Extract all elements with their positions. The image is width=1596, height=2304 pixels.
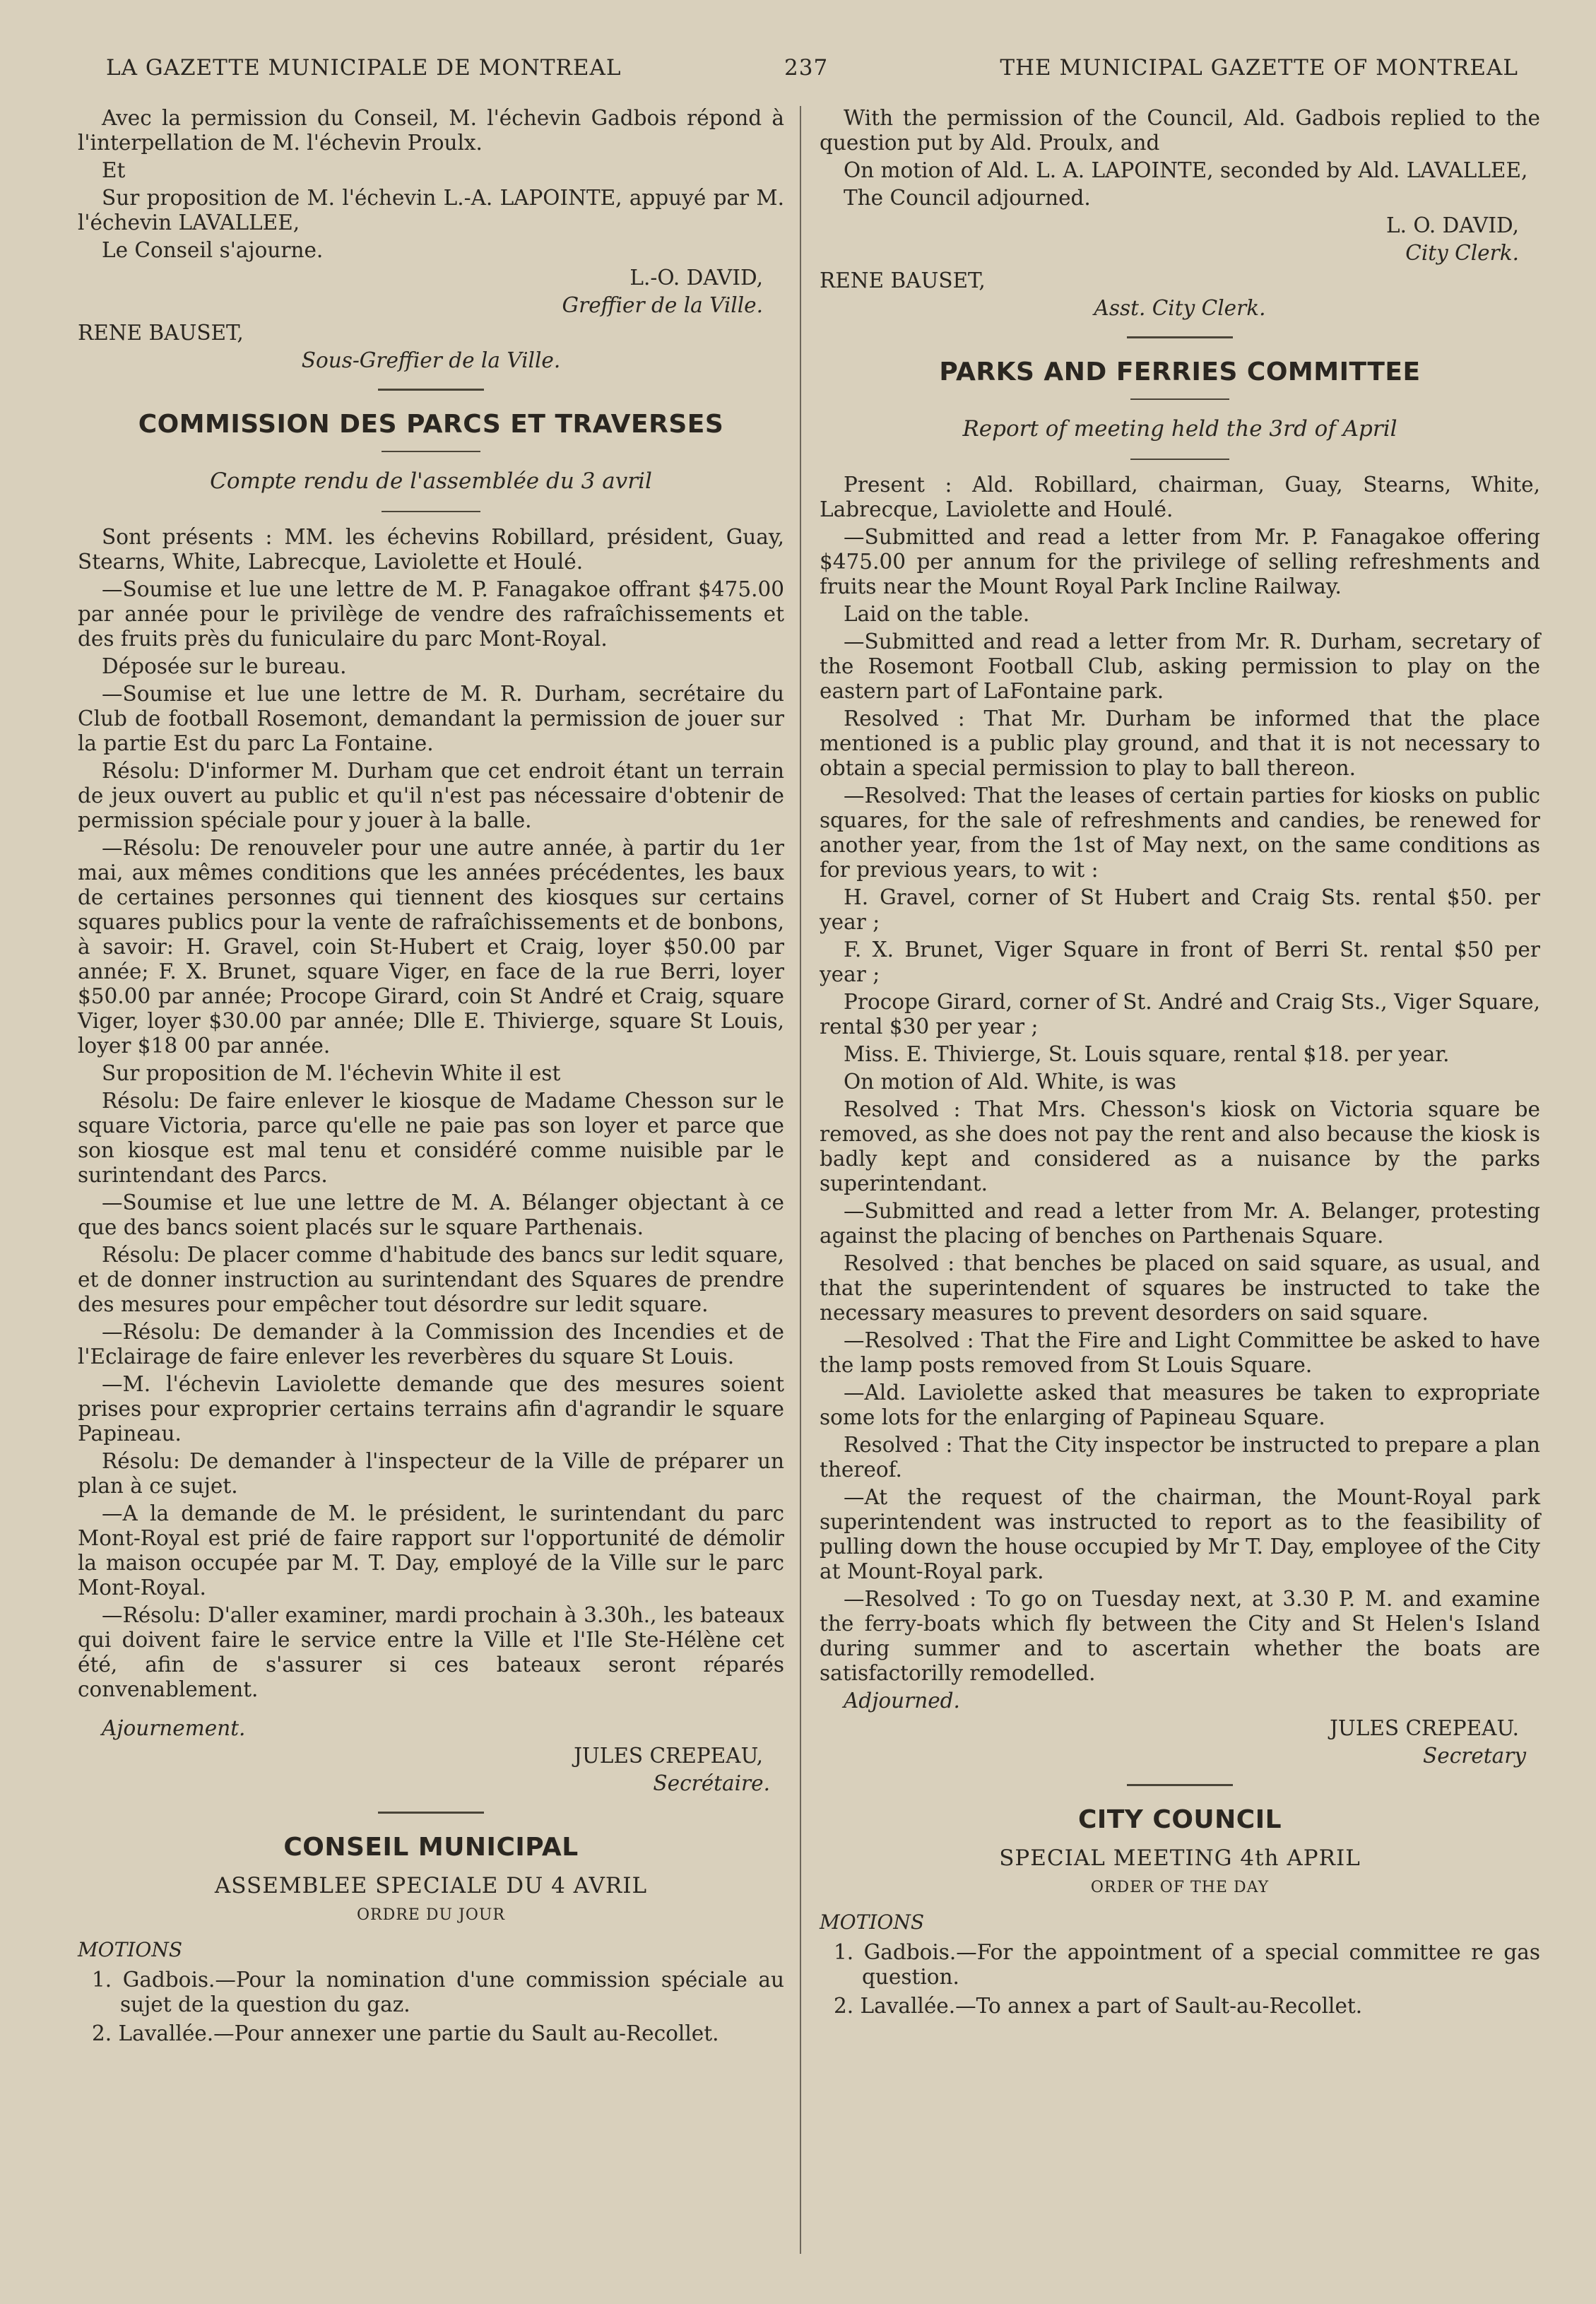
running-head [0, 55, 1596, 90]
paragraph: Miss. E. Thivierge, St. Louis square, rental $18. per year. [844, 1042, 1450, 1066]
section-rule [1127, 1784, 1233, 1786]
signature-name: RENE BAUSET, [820, 268, 986, 293]
paragraph: —Submitted and read a letter from Mr. P. Fanagakoe offering $475.00 per annum for the privilege of selling refreshments and fruits near the Mount Royal Park Incline Railway. [820, 525, 1540, 598]
paragraph: Laid on the table. [844, 602, 1030, 626]
motions-label: MOTIONS [820, 1910, 924, 1934]
paragraph: Déposée sur le bureau. [102, 654, 347, 678]
paragraph: H. Gravel, corner of St Hubert and Craig Sts. rental $50. per year ; [820, 885, 1540, 934]
paragraph: —Soumise et lue une lettre de M. R. Durham, secrétaire du Club de football Rosemont, demandant la permission de jouer sur la partie Est du parc La Fontaine. [78, 682, 784, 755]
paragraph: Et [102, 158, 126, 182]
paragraph: —Soumise et lue une lettre de M. A. Bélanger objectant à ce que des bancs soient placés sur le square Parthenais. [78, 1191, 784, 1239]
paragraph: —Submitted and read a letter from Mr. R. Durham, secretary of the Rosemont Football Club, asking permission to play on the eastern part of LaFontaine park. [820, 630, 1540, 703]
section-rule [1130, 459, 1229, 460]
signature-name: RENE BAUSET, [78, 321, 244, 345]
paragraph: Résolu: D'informer M. Durham que cet endroit étant un terrain de jeux ouvert au public et qu'il n'est pas nécessaire d'obtenir de permission spéciale pour y jouer à la balle. [78, 759, 784, 832]
paragraph: —Résolu: De demander à la Commission des Incendies et de l'Eclairage de faire enlever les reverbères du square St Louis. [78, 1320, 784, 1369]
section-heading: CONSEIL MUNICIPAL [283, 1833, 579, 1862]
paragraph: —At the request of the chairman, the Mount-Royal park superintendent was instructed to report as to the feasibility of pulling down the house occupied by Mr T. Day, employee of the City at Mount-Royal park. [820, 1485, 1540, 1583]
section-rule [382, 451, 480, 452]
english-column [820, 106, 1540, 2023]
paragraph: —A la demande de M. le président, le surintendant du parc Mont-Royal est prié de faire rapport sur l'opportunité de démolir la maison occupée par M. T. Day, employé de la Ville sur le parc Mont-Royal. [78, 1501, 784, 1600]
section-heading: COMMISSION DES PARCS ET TRAVERSES [138, 410, 724, 439]
signature-title: City Clerk. [1405, 241, 1519, 265]
adjournment: Ajournement. [102, 1716, 246, 1740]
paragraph: —Résolu: De renouveler pour une autre année, à partir du 1er mai, aux mêmes conditions que les années précédentes, les baux de certaines personnes qui tiennent des kiosques sur certains squares publics pour la vente de rafraîchissements et de bonbons, à savoir: H. Gravel, coin St-Hubert et Craig, loyer $50.00 par année; F. X. Brunet, square Viger, en face de la rue Berri, loyer $50.00 par année; Procope Girard, coin St André et Craig, square Viger, loyer $30.00 par année; Dlle E. Thivierge, square St Louis, loyer $18 00 par année. [78, 836, 784, 1058]
paragraph: On motion of Ald. White, is was [844, 1070, 1176, 1094]
motion-item: 2. Lavallée.—To annex a part of Sault-au-Recollet. [834, 1994, 1363, 2018]
section-rule [1130, 398, 1229, 400]
section-heading: PARKS AND FERRIES COMMITTEE [939, 358, 1421, 386]
paragraph: —Resolved : To go on Tuesday next, at 3.30 P. M. and examine the ferry-boats which fly between the City and St Helen's Island during summer and to ascertain whether the boats are satisfactorilly remodelled. [820, 1587, 1540, 1685]
paragraph: Résolu: De demander à l'inspecteur de la Ville de préparer un plan à ce sujet. [78, 1449, 784, 1498]
meeting-heading: ASSEMBLEE SPECIALE DU 4 AVRIL [214, 1873, 648, 1898]
paragraph: —Resolved : That the Fire and Light Committee be asked to have the lamp posts removed from St Louis Square. [820, 1328, 1540, 1377]
section-rule [382, 511, 480, 512]
paragraph: On motion of Ald. L. A. LAPOINTE, seconded by Ald. LAVALLEE, [844, 158, 1528, 182]
secretary-name: JULES CREPEAU. [1330, 1716, 1519, 1740]
signature-title: Asst. City Clerk. [1094, 296, 1266, 320]
paragraph: —Ald. Laviolette asked that measures be taken to expropriate some lots for the enlarging of Papineau Square. [820, 1381, 1540, 1429]
section-rule [378, 389, 484, 391]
motion-item: 2. Lavallée.—Pour annexer une partie du Sault au-Recollet. [92, 2021, 719, 2045]
paragraph: The Council adjourned. [844, 186, 1091, 210]
paragraph: Sont présents : MM. les échevins Robillard, président, Guay, Stearns, White, Labrecque, Laviolette et Houlé. [78, 525, 784, 574]
paragraph: —Resolved: That the leases of certain parties for kiosks on public squares, for the sale of refreshments and candies, be renewed for another year, from the 1st of May next, on the same conditions as for previous years, to wit : [820, 784, 1540, 882]
paragraph: With the permission of the Council, Ald. Gadbois replied to the question put by Ald. Proulx, and [820, 106, 1540, 155]
paragraph: Résolu: De faire enlever le kiosque de Madame Chesson sur le square Victoria, parce qu'elle ne paie pas son loyer et parce que son kiosque est mal tenu et considéré comme nuisible par le surintendant des Parcs. [78, 1089, 784, 1187]
paragraph: —M. l'échevin Laviolette demande que des mesures soient prises pour exproprier certains terrains afin d'agrandir le square Papineau. [78, 1372, 784, 1446]
french-column [78, 106, 784, 2050]
section-subtitle: Report of meeting held the 3rd of April [962, 416, 1397, 442]
meeting-heading: SPECIAL MEETING 4th APRIL [999, 1845, 1361, 1871]
paragraph: Present : Ald. Robillard, chairman, Guay, Stearns, White, Labrecque, Laviolette and Houlé. [820, 473, 1540, 521]
paragraph: —Submitted and read a letter from Mr. A. Belanger, protesting against the placing of benches on Parthenais Square. [820, 1199, 1540, 1248]
paragraph: Sur proposition de M. l'échevin White il est [102, 1061, 561, 1085]
paragraph: —Soumise et lue une lettre de M. P. Fanagakoe offrant $475.00 par année pour le privilège de vendre des rafraîchissements et des fruits près du funiculaire du parc Mont-Royal. [78, 577, 784, 651]
section-rule [1127, 336, 1233, 338]
paragraph: Résolu: De placer comme d'habitude des bancs sur ledit square, et de donner instruction au surintendant des Squares de prendre des mesures pour empêcher tout désordre sur ledit square. [78, 1243, 784, 1316]
motions-label: MOTIONS [78, 1938, 182, 1961]
motion-item: 1. Gadbois.—Pour la nomination d'une commission spéciale au sujet de la question du gaz. [92, 1968, 784, 2016]
section-heading: CITY COUNCIL [1077, 1805, 1282, 1834]
paragraph: —Résolu: D'aller examiner, mardi prochain à 3.30h., les bateaux qui doivent faire le service entre la Ville et l'Ile Ste-Hélène cet été, afin de s'assurer si ces bateaux seront réparés convenablement. [78, 1603, 784, 1701]
paragraph: Avec la permission du Conseil, M. l'échevin Gadbois répond à l'interpellation de M. l'échevin Proulx. [78, 106, 784, 155]
paragraph: Resolved : That Mr. Durham be informed that the place mentioned is a public play ground, and that it is not necessary to obtain a special permission to play to ball thereon. [820, 707, 1540, 780]
page-number: 237 [784, 55, 829, 81]
section-rule [378, 1812, 484, 1814]
order-of-day: ORDRE DU JOUR [357, 1906, 505, 1924]
paragraph: Resolved : that benches be placed on said square, as usual, and that the superintendent of squares be instructed to take the necessary measures to prevent desorders on said square. [820, 1251, 1540, 1325]
section-subtitle: Compte rendu de l'assemblée du 3 avril [210, 468, 652, 494]
signature-name: L.-O. DAVID, [629, 266, 763, 290]
signature-title: Greffier de la Ville. [562, 293, 763, 317]
signature-name: L. O. DAVID, [1386, 213, 1519, 237]
adjournment: Adjourned. [844, 1689, 960, 1713]
motion-item: 1. Gadbois.—For the appointment of a special committee re gas question. [834, 1940, 1540, 1989]
header-english-title: THE MUNICIPAL GAZETTE OF MONTREAL [1000, 55, 1518, 81]
secretary-name: JULES CREPEAU, [574, 1744, 763, 1768]
order-of-day: ORDER OF THE DAY [1090, 1879, 1270, 1896]
column-divider [800, 106, 801, 2254]
paragraph: Procope Girard, corner of St. André and Craig Sts., Viger Square, rental $30 per year ; [820, 990, 1540, 1039]
secretary-title: Secretary [1423, 1744, 1526, 1768]
paragraph: Sur proposition de M. l'échevin L.-A. LAPOINTE, appuyé par M. l'échevin LAVALLEE, [78, 186, 784, 235]
paragraph: Resolved : That Mrs. Chesson's kiosk on Victoria square be removed, as she does not pay the rent and also because the kiosk is badly kept and considered as a nuisance by the parks superintendant. [820, 1097, 1540, 1195]
paragraph: Le Conseil s'ajourne. [102, 238, 324, 262]
paragraph: F. X. Brunet, Viger Square in front of Berri St. rental $50 per year ; [820, 938, 1540, 986]
header-french-title: LA GAZETTE MUNICIPALE DE MONTREAL [106, 55, 622, 81]
signature-title: Sous-Greffier de la Ville. [301, 348, 561, 372]
secretary-title: Secrétaire. [653, 1771, 770, 1795]
paragraph: Resolved : That the City inspector be instructed to prepare a plan thereof. [820, 1433, 1540, 1482]
